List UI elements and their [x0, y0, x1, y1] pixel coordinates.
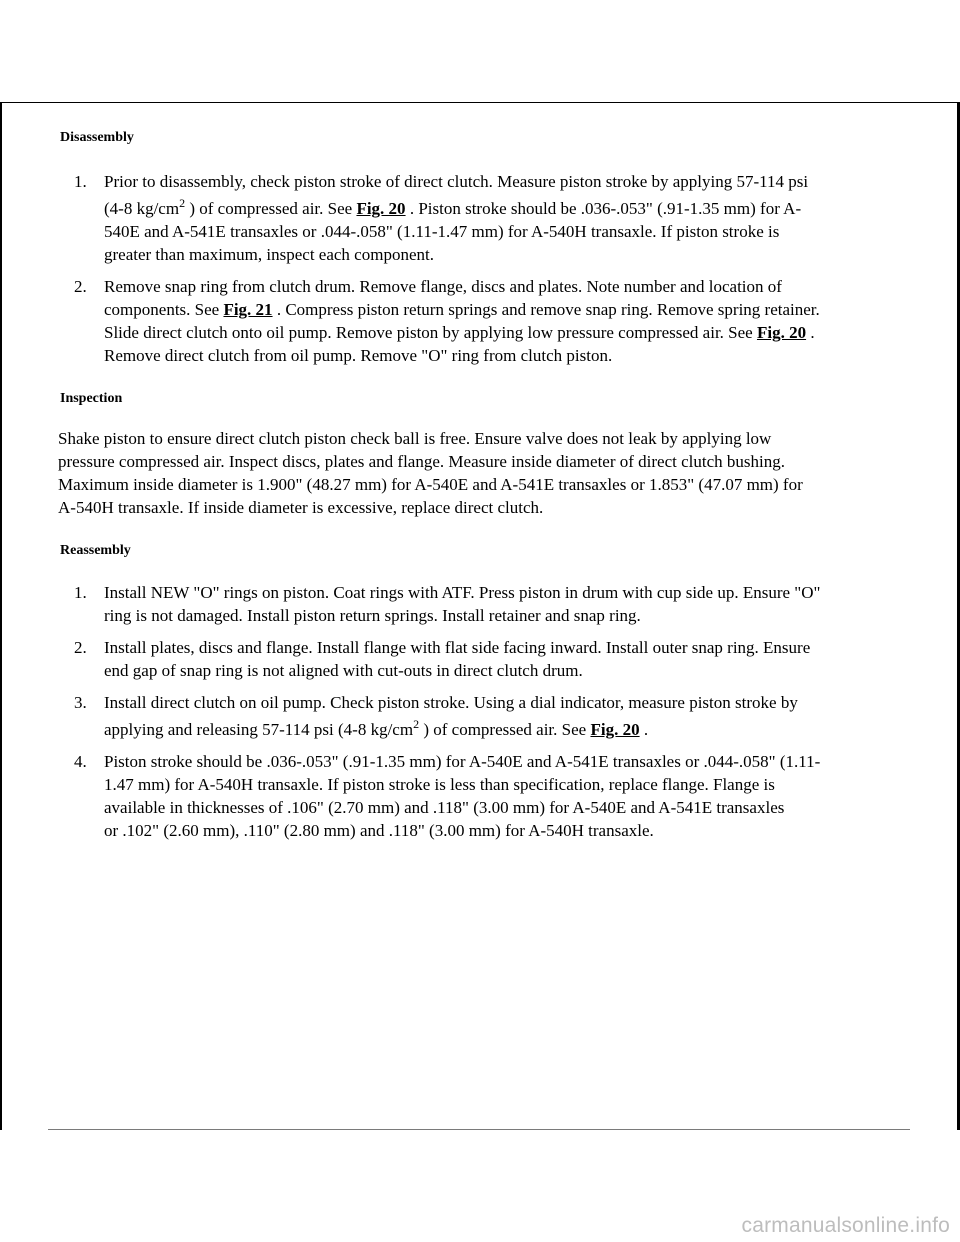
step-text: Remove snap ring from clutch drum. Remove flange, discs and plates. Note number and location of components. See Fig. 21 . Compress piston return springs and remove snap ring. Remove spring retainer. Slide direct clutch onto oil pump. Remove piston by applying low pressure compressed air. See Fig. 20 . Remove direct clutch from oil pump. Remove "O" ring from clutch piston. — [104, 277, 820, 365]
step-number: 3. — [74, 693, 87, 712]
step-number: 4. — [74, 752, 87, 771]
inspection-paragraph: Shake piston to ensure direct clutch piston check ball is free. Ensure valve does not leak by applying low pressure compressed air. Inspect discs, plates and flange. Measure inside diameter of direct clutch bushing. Maximum inside diameter is 1.900" (48.27 mm) for A-540E and A-541E transaxles or 1.853" (47.07 mm) for A-540H transaxle. If inside diameter is excessive, replace direct clutch. — [58, 429, 803, 517]
list-item — [60, 691, 920, 741]
step-text: Install direct clutch on oil pump. Check piston stroke. Using a dial indicator, measure piston stroke by applying and releasing 57-114 psi (4-8 $kg/cm^2$ ) of compressed air. See Fig. 20 . — [104, 693, 798, 739]
step-text: Install NEW "O" rings on piston. Coat rings with ATF. Press piston in drum with cup side up. Ensure "O" ring is not damaged. Install piston return springs. Install retainer and snap ring. — [104, 583, 821, 625]
fig-20-link[interactable]: Fig. 20 — [590, 720, 640, 739]
superscript: 2 — [413, 717, 420, 731]
list-item — [60, 636, 920, 682]
bottom-rule — [48, 1129, 910, 1130]
fig-20-link[interactable]: Fig. 20 — [356, 199, 406, 218]
step-number: 2. — [74, 638, 87, 657]
step-text: Piston stroke should be .036-.053" (.91-1.35 mm) for A-540E and A-541E transaxles or .044-.058" (1.11- 1.47 mm) for A-540H transaxle. If piston stroke is less than specification, replace flange. Flange is available in thicknesses of .106" (2.70 mm) and .118" (3.00 mm) for A-540E and A-541E transaxles or .102" (2.60 mm), .110" (2.80 mm) and .118" (3.00 mm) for A-540H transaxle. — [104, 752, 821, 840]
step-text: Prior to disassembly, check piston stroke of direct clutch. Measure piston stroke by applying 57-114 psi (4-8 $kg/cm^2$ ) of compressed air. See Fig. 20 . Piston stroke should be .036-.053" (.91-1.35 mm) for A- 540E and A-541E transaxles or .044-.058" (1.11-1.47 mm) for A-540H transaxle. If piston stroke is greater than maximum, inspect each component. — [104, 172, 809, 264]
list-item — [60, 275, 920, 367]
fig-21-link[interactable]: Fig. 21 — [223, 300, 273, 319]
inspection-heading: Inspection — [60, 391, 123, 406]
watermark-text: carmanualsonline.info — [741, 1214, 950, 1237]
list-item — [60, 170, 920, 266]
list-item — [60, 750, 920, 842]
step-text: Install plates, discs and flange. Install flange with flat side facing inward. Install outer snap ring. Ensure end gap of snap ring is not aligned with cut-outs in direct clutch drum. — [104, 638, 811, 680]
disassembly-steps — [60, 170, 920, 367]
superscript: 2 — [179, 196, 186, 210]
top-rule — [0, 102, 960, 103]
left-border — [0, 103, 2, 1130]
disassembly-heading: Disassembly — [60, 130, 134, 145]
list-item — [60, 581, 920, 627]
step-number: 1. — [74, 583, 87, 602]
reassembly-steps — [60, 581, 920, 842]
reassembly-heading: Reassembly — [60, 543, 131, 558]
step-number: 2. — [74, 277, 87, 296]
document-body — [60, 128, 920, 842]
step-number: 1. — [74, 172, 87, 191]
fig-20-link[interactable]: Fig. 20 — [756, 323, 807, 342]
